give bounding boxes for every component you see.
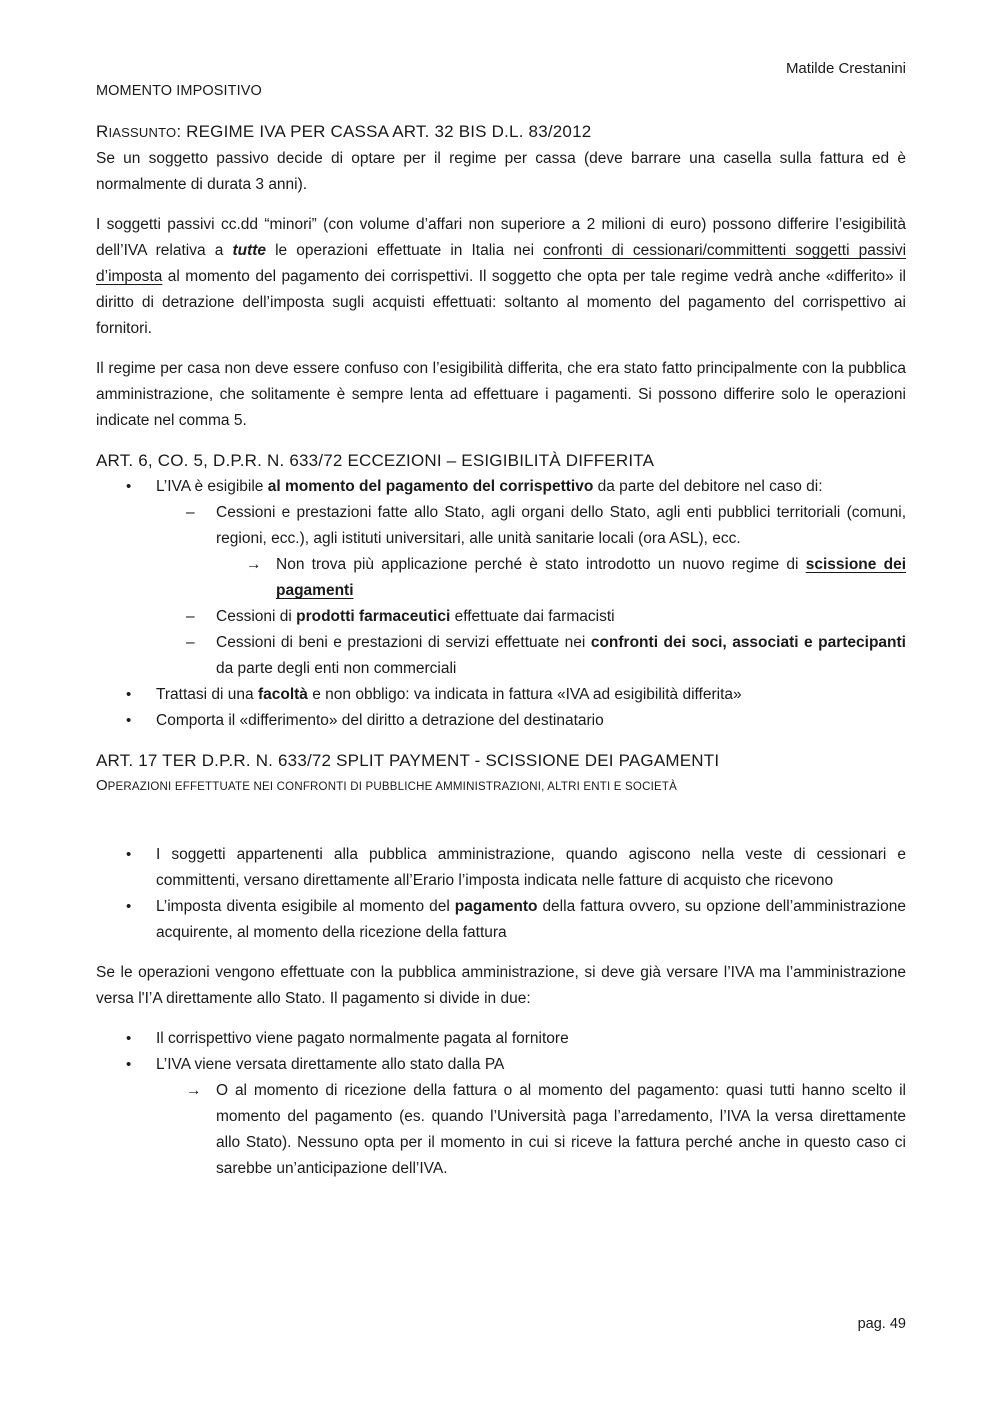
bold-text: prodotti farmaceutici	[296, 608, 451, 625]
list-item	[96, 604, 906, 630]
subheading-initial: O	[96, 777, 108, 794]
paragraph: Se le operazioni vengono effettuate con la pubblica amministrazione, si deve già versare l’IVA ma l’amministrazione versa l'I’A direttamente allo Stato. Il pagamento si divide in due:	[96, 964, 906, 1007]
heading-regime-cassa	[96, 119, 906, 146]
bullet-list	[96, 474, 906, 734]
spacer	[96, 799, 906, 842]
page-content	[96, 119, 906, 1182]
bold-underlined-text: scissione dei pagamenti	[276, 556, 906, 599]
subheading-smallcaps: PERAZIONI EFFETTUATE NEI CONFRONTI DI PUBBLICHE AMMINISTRAZIONI, ALTRI ENTI E SOCIETÀ	[107, 781, 677, 793]
dash-list	[156, 500, 906, 682]
list-item: • Comporta il «differimento» del diritto a detrazione del destinatario	[96, 708, 906, 734]
text-run: effettuate dai farmacisti	[450, 608, 615, 625]
text-run: Cessioni di	[216, 608, 297, 625]
text-run: L’imposta diventa esigibile al momento del	[156, 898, 455, 915]
list-item	[96, 500, 906, 604]
list-item: • Il corrispettivo viene pagato normalmente pagata al fornitore	[96, 1026, 906, 1052]
text-run: da parte del debitore nel caso di:	[593, 478, 823, 495]
list-item	[96, 1052, 906, 1182]
underlined-text: confronti di cessionari/committenti soggetti passivi d’imposta	[96, 242, 907, 285]
bold-text: confronti dei soci, associati e partecipanti	[590, 634, 906, 651]
list-item: • I soggetti appartenenti alla pubblica amministrazione, quando agiscono nella veste di cessionari e committenti, versano direttamente all’Erario l’imposta indicata nelle fatture di acquisto che ricevono	[96, 842, 906, 894]
bold-text: facoltà	[257, 686, 308, 703]
arrow-list	[156, 1078, 906, 1182]
heading-initial: R	[96, 122, 109, 141]
bullet-list	[96, 842, 906, 946]
paragraph	[96, 212, 906, 342]
bold-text: pagamento	[454, 898, 538, 915]
text-run: Cessioni e prestazioni fatte allo Stato, agli organi dello Stato, agli enti pubblici territoriali (comuni, regioni, ecc.), agli istituti universitari, alle unità sanitarie locali (ora ASL), ecc.	[216, 504, 906, 547]
text-run: Cessioni di beni e prestazioni di servizi effettuate nei	[216, 634, 591, 651]
bullet-list	[96, 1026, 906, 1182]
section-label: MOMENTO IMPOSITIVO	[96, 83, 262, 99]
emphasis-text: tutte	[232, 242, 267, 259]
text-run: I soggetti passivi cc.dd “minori” (con volume d’affari non superiore a 2 milioni di euro) possono differire l’esigibilità dell’IVA relativa a	[96, 216, 906, 259]
text-run: L’IVA è esigibile	[156, 478, 268, 495]
arrow-list	[216, 552, 906, 604]
page-number: pag. 49	[857, 1316, 906, 1332]
text-run: da parte degli enti non commerciali	[216, 660, 457, 677]
list-item	[96, 630, 906, 682]
paragraph: Il regime per casa non deve essere confuso con l’esigibilità differita, che era stato fatto principalmente con la pubblica amministrazione, che solitamente è sempre lenta ad effettuare i pagamenti. Si possono differire solo le operazioni indicate nel comma 5.	[96, 360, 906, 429]
text-run: Non trova più applicazione perché è stato introdotto un nuovo regime di	[276, 556, 806, 573]
list-item	[96, 474, 906, 682]
text-run: della fattura ovvero, su opzione dell’amministrazione acquirente, al momento della ricezione della fattura	[156, 898, 906, 941]
list-item	[96, 552, 906, 604]
text-run: al momento del pagamento dei corrispettivi. Il soggetto che opta per tale regime vedrà anche «differito» il diritto di detrazione dell’imposta sugli acquisti effettuati: soltanto al momento del pagamento del corrispettivo ai fornitori.	[96, 268, 906, 337]
heading-smallcaps: IASSUNTO	[108, 125, 177, 140]
paragraph: Se un soggetto passivo decide di optare per il regime per cassa (deve barrare una casella sulla fattura ed è normalmente di durata 3 anni).	[96, 150, 906, 193]
text-run: le operazioni effettuate in Italia nei	[266, 242, 544, 259]
subheading	[96, 774, 906, 799]
list-item	[96, 682, 906, 708]
text-run: Trattasi di una	[156, 686, 258, 703]
bold-text: al momento del pagamento del corrispettivo	[267, 478, 594, 495]
heading-text: : REGIME IVA PER CASSA ART. 32 BIS D.L. 83/2012	[176, 122, 592, 141]
heading-esigibilita-differita: ART. 6, CO. 5, D.P.R. N. 633/72 ECCEZIONI – ESIGIBILITÀ DIFFERITA	[96, 451, 655, 470]
text-run: e non obbligo: va indicata in fattura «IVA ad esigibilità differita»	[307, 686, 742, 703]
text-run: L’IVA viene versata direttamente allo stato dalla PA	[156, 1056, 505, 1073]
author-name: Matilde Crestanini	[785, 60, 906, 77]
list-item	[96, 894, 906, 946]
list-item: → O al momento di ricezione della fattura o al momento del pagamento: quasi tutti hanno scelto il momento del pagamento (es. quando l’Università paga l’arredamento, l’IVA la versa direttamente allo Stato). Nessuno opta per il momento in cui si riceve la fattura perché anche in questo caso ci sarebbe un’anticipazione dell’IVA.	[96, 1078, 906, 1182]
heading-split-payment: ART. 17 TER D.P.R. N. 633/72 SPLIT PAYMENT - SCISSIONE DEI PAGAMENTI	[96, 751, 720, 770]
